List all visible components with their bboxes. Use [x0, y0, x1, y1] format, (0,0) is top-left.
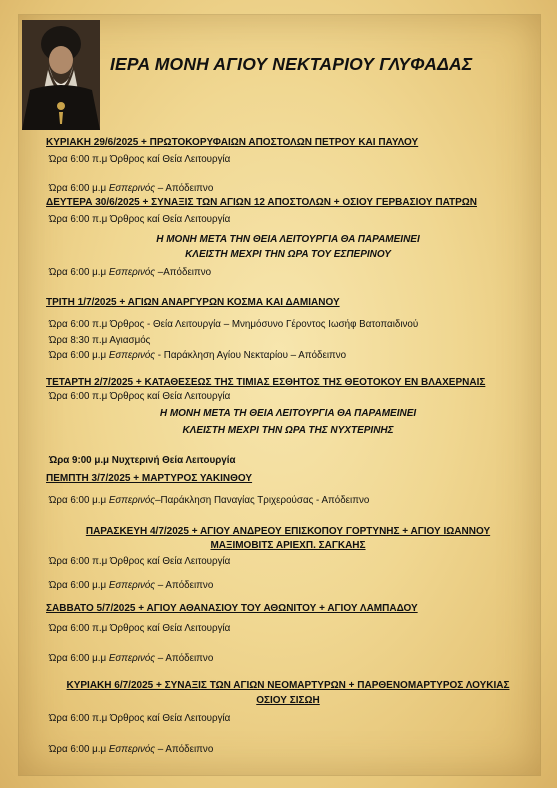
service-line: [49, 744, 213, 755]
service-line: Ώρα 6:00 π.μ Όρθρος - Θεία Λειτουργία – Μνημόσυνο Γέροντος Ιωσήφ Βατοπαιδινού: [49, 319, 419, 330]
day-header-thursday-3-7: ΠΕΜΠΤΗ 3/7/2025 + ΜΑΡΤΥΡΟΣ ΥΑΚΙΝΘΟΥ: [46, 473, 253, 484]
service-vespers: Εσπερινός: [108, 350, 156, 361]
service-time: Ώρα 6:00 μ.μ: [49, 580, 109, 591]
service-rest: – Απόδειπνο: [155, 653, 214, 664]
service-time: Ώρα 6:00 μ.μ: [49, 183, 109, 194]
service-line: Ώρα 6:00 π.μ Όρθρος καί Θεία Λειτουργία: [49, 713, 231, 724]
service-time: Ώρα 6:00 μ.μ: [49, 267, 109, 278]
service-time: Ώρα 6:00 μ.μ: [49, 744, 109, 755]
service-line: [49, 653, 213, 664]
service-line: Ώρα 6:00 π.μ Όρθρος καί Θεία Λειτουργία: [49, 214, 231, 225]
service-line: Ώρα 8:30 π.μ Αγιασμός: [49, 335, 151, 346]
service-rest: – Απόδειπνο: [155, 183, 214, 194]
service-rest: –Απόδειπνο: [155, 267, 212, 278]
service-vespers: Εσπερινός: [108, 744, 156, 755]
service-line: Ώρα 6:00 π.μ Όρθρος καί Θεία Λειτουργία: [49, 154, 231, 165]
service-line: [49, 580, 213, 591]
service-line: [49, 495, 369, 506]
service-line: Ώρα 6:00 π.μ Όρθρος καί Θεία Λειτουργία: [49, 556, 231, 567]
service-rest: - Παράκληση Αγίου Νεκταρίου – Απόδειπνο: [155, 350, 347, 361]
service-time: Ώρα 6:00 μ.μ: [49, 653, 109, 664]
closure-notice: Η ΜΟΝΗ ΜΕΤΑ ΤΗ ΘΕΙΑ ΛΕΙΤΟΥΡΓΙΑ ΘΑ ΠΑΡΑΜΕΙΝΕΙ: [159, 408, 417, 419]
day-header-monday-30-6: ΔΕΥΤΕΡΑ 30/6/2025 + ΣΥΝΑΞΙΣ ΤΩΝ ΑΓΙΩΝ 12 ΑΠΟΣΤΟΛΩΝ + ΟΣΙΟΥ ΓΕΡΒΑΣΙΟΥ ΠΑΤΡΩΝ: [46, 197, 477, 208]
day-header-sunday-29-6: ΚΥΡΙΑΚΗ 29/6/2025 + ΠΡΩΤΟΚΟΡΥΦΑΙΩΝ ΑΠΟΣΤΟΛΩΝ ΠΕΤΡΟΥ ΚΑΙ ΠΑΥΛΟΥ: [46, 137, 419, 148]
service-vespers: Εσπερινός: [108, 653, 156, 664]
saint-portrait-image: [22, 20, 100, 130]
service-time: Ώρα 6:00 μ.μ: [49, 350, 109, 361]
service-line: Ώρα 6:00 π.μ Όρθρος καί Θεία Λειτουργία: [49, 623, 231, 634]
service-time: Ώρα 6:00 μ.μ: [49, 495, 109, 506]
service-rest: –Παράκληση Παναγίας Τριχερούσας - Απόδειπνο: [155, 495, 370, 506]
day-header-sunday-6-7: ΚΥΡΙΑΚΗ 6/7/2025 + ΣΥΝΑΞΙΣ ΤΩΝ ΑΓΙΩΝ ΝΕΟΜΑΡΤΥΡΩΝ + ΠΑΡΘΕΝΟΜΑΡΤΥΡΟΣ ΛΟΥΚΙΑΣ: [66, 680, 510, 691]
day-header-tuesday-1-7: ΤΡΙΤΗ 1/7/2025 + ΑΓΙΩΝ ΑΝΑΡΓΥΡΩΝ ΚΟΣΜΑ ΚΑΙ ΔΑΜΙΑΝΟΥ: [46, 297, 340, 308]
service-vespers: Εσπερινός: [108, 495, 156, 506]
service-vespers: Εσπερινός: [108, 267, 156, 278]
service-rest: – Απόδειπνο: [155, 744, 214, 755]
closure-notice: ΚΛΕΙΣΤΗ ΜΕΧΡΙ ΤΗΝ ΩΡΑ ΤΟΥ ΕΣΠΕΡΙΝΟΥ: [185, 249, 391, 260]
service-vespers: Εσπερινός: [108, 183, 156, 194]
service-rest: – Απόδειπνο: [155, 580, 214, 591]
service-line: Ώρα 6:00 π.μ Όρθρος καί Θεία Λειτουργία: [49, 391, 231, 402]
closure-notice: Η ΜΟΝΗ ΜΕΤΑ ΤΗΝ ΘΕΙΑ ΛΕΙΤΟΥΡΓΙΑ ΘΑ ΠΑΡΑΜΕΙΝΕΙ: [156, 234, 420, 245]
day-header-wednesday-2-7: ΤΕΤΑΡΤΗ 2/7/2025 + ΚΑΤΑΘΕΣΕΩΣ ΤΗΣ ΤΙΜΙΑΣ ΕΣΘΗΤΟΣ ΤΗΣ ΘΕΟΤΟΚΟΥ ΕΝ ΒΛΑΧΕΡΝΑΙΣ: [46, 377, 486, 388]
page-title: ΙΕΡΑ ΜΟΝΗ ΑΓΙΟΥ ΝΕΚΤΑΡΙΟΥ ΓΛΥΦΑΔΑΣ: [110, 54, 473, 74]
service-line: [49, 183, 213, 194]
day-header-friday-4-7: ΠΑΡΑΣΚΕΥΗ 4/7/2025 + ΑΓΙΟΥ ΑΝΔΡΕΟΥ ΕΠΙΣΚΟΠΟΥ ΓΟΡΤΥΝΗΣ + ΑΓΙΟΥ ΙΩΑΝΝΟΥ: [85, 526, 491, 537]
saint-portrait: [22, 20, 100, 130]
service-line: [49, 350, 346, 361]
closure-notice: ΚΛΕΙΣΤΗ ΜΕΧΡΙ ΤΗΝ ΩΡΑ ΤΗΣ ΝΥΧΤΕΡΙΝΗΣ: [182, 425, 394, 436]
service-line-night-liturgy: Ώρα 9:00 μ.μ Νυχτερινή Θεία Λειτουργία: [49, 455, 236, 466]
day-header-friday-4-7-cont: ΜΑΞΙΜΟΒΙΤΣ ΑΡΙΕΧΠ. ΣΑΓΚΑΗΣ: [210, 540, 366, 551]
day-header-saturday-5-7: ΣΑΒΒΑΤΟ 5/7/2025 + ΑΓΙΟΥ ΑΘΑΝΑΣΙΟΥ ΤΟΥ ΑΘΩΝΙΤΟΥ + ΑΓΙΟΥ ΛΑΜΠΑΔΟΥ: [46, 603, 418, 614]
service-line: [49, 267, 211, 278]
service-vespers: Εσπερινός: [108, 580, 156, 591]
day-header-sunday-6-7-cont: ΟΣΙΟΥ ΣΙΣΩΗ: [256, 695, 320, 706]
